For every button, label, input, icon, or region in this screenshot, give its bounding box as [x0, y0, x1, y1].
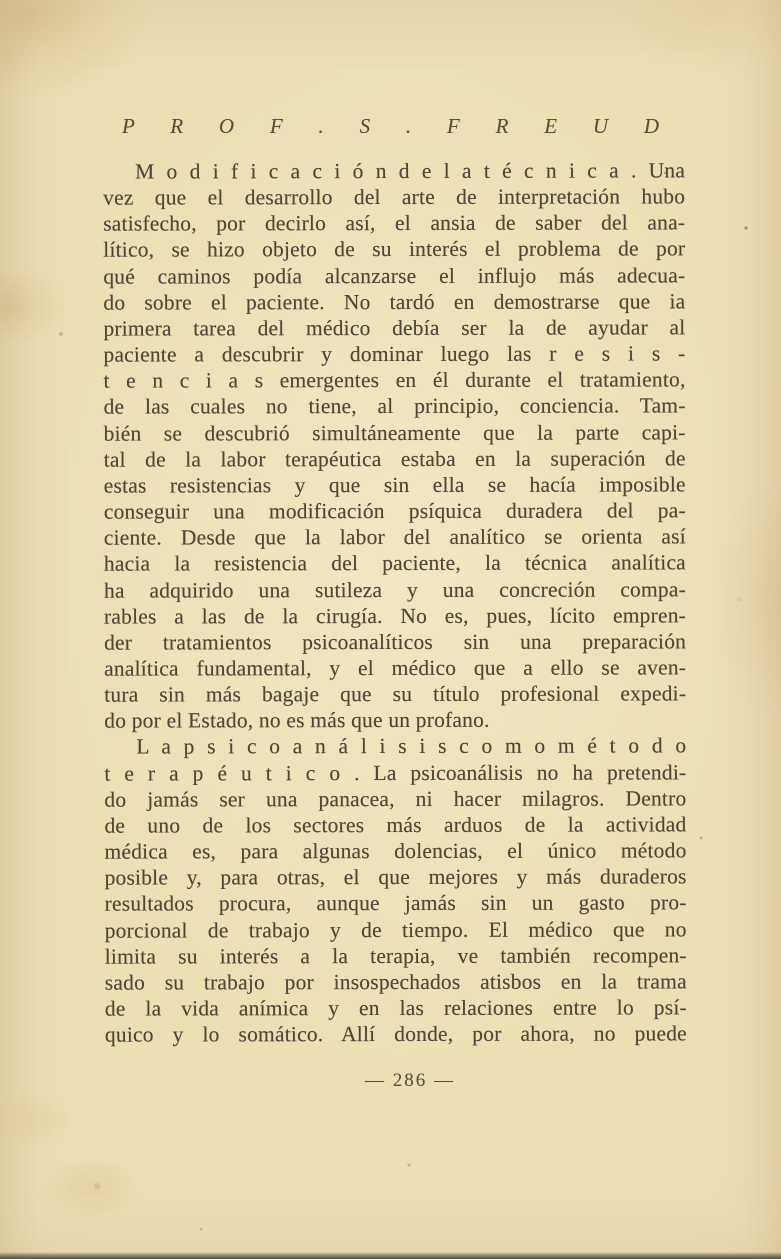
text-line: analítica fundamental, y el médico que a ello se aven- [104, 655, 687, 681]
text-line: hacia la resistencia del paciente, la técnica analítica [103, 550, 686, 576]
text-line: ciente. Desde que la labor del analítico se orienta así [103, 524, 686, 550]
text-line: de la vida anímica y en las relaciones entre lo psí- [104, 995, 687, 1021]
text-line: de uno de los sectores más arduos de la actividad [104, 812, 687, 838]
text-line: sado su trabajo por insospechados atisbos en la trama [104, 969, 687, 995]
text-line: do jamás ser una panacea, ni hacer milagros. Dentro [104, 786, 687, 812]
text-line: posible y, para otras, el que mejores y más duraderos [104, 864, 687, 890]
text-line: do sobre el paciente. No tardó en demostrarse que ia [103, 289, 686, 315]
text-line: rables a las de la cirugía. No es, pues, lícito empren- [104, 603, 687, 629]
text-line: limita su interés a la terapia, ve también recompen- [104, 943, 687, 969]
text-line: do por el Estado, no es más que un profano. [104, 708, 490, 733]
running-header: P R O F . S . F R E U D [122, 114, 659, 138]
text-line: M o d i f i c a c i ó n d e l a t é c n i c a . Una [135, 158, 686, 184]
text-line: resultados procura, aunque jamás sin un gasto pro- [104, 890, 687, 916]
text-line: t e n c i a s emergentes en él durante el tratamiento, [103, 367, 686, 393]
text-line: quico y lo somático. Allí donde, por ahora, no puede [104, 1021, 687, 1047]
text-line: der tratamientos psicoanalíticos sin una preparación [104, 629, 687, 655]
text-line: lítico, se hizo objeto de su interés el problema de por [103, 236, 686, 263]
text-line: t e r a p é u t i c o . La psicoanálisis no ha pretendi- [104, 759, 687, 786]
text-line: tura sin más bagaje que su título profesional expedi- [104, 681, 687, 707]
text-line: porcional de trabajo y de tiempo. El médico que no [104, 916, 687, 943]
text-line: vez que el desarrollo del arte de interpretación hubo [103, 184, 686, 210]
text-line: tal de la labor terapéutica estaba en la superación de [103, 446, 686, 472]
text-line: conseguir una modificación psíquica duradera del pa- [103, 498, 686, 524]
text-line: paciente a descubrir y dominar luego las r e s i s - [103, 341, 686, 367]
text-line: de las cuales no tiene, al principio, conciencia. Tam- [103, 393, 686, 420]
text-line: primera tarea del médico debía ser la de ayudar al [103, 315, 686, 341]
text-line: L a p s i c o a n á l i s i s c o m o m é t o d o [136, 733, 687, 759]
text-line: estas resistencias y que sin ella se hacía imposible [103, 472, 686, 498]
paper-specks [0, 0, 2, 2]
scan-bottom-edge [0, 1252, 781, 1259]
text-line: médica es, para algunas dolencias, el único método [104, 838, 687, 864]
page-number: — 286 — [365, 1070, 455, 1091]
body-text [103, 157, 687, 1048]
text-line: ha adquirido una sutileza y una concreción compa- [103, 576, 686, 603]
text-line: qué caminos podía alcanzarse el influjo más adecua- [103, 263, 686, 289]
text-line: bién se descubrió simultáneamente que la parte capi- [103, 419, 686, 446]
text-line: satisfecho, por decirlo así, el ansia de saber del ana- [103, 210, 686, 236]
